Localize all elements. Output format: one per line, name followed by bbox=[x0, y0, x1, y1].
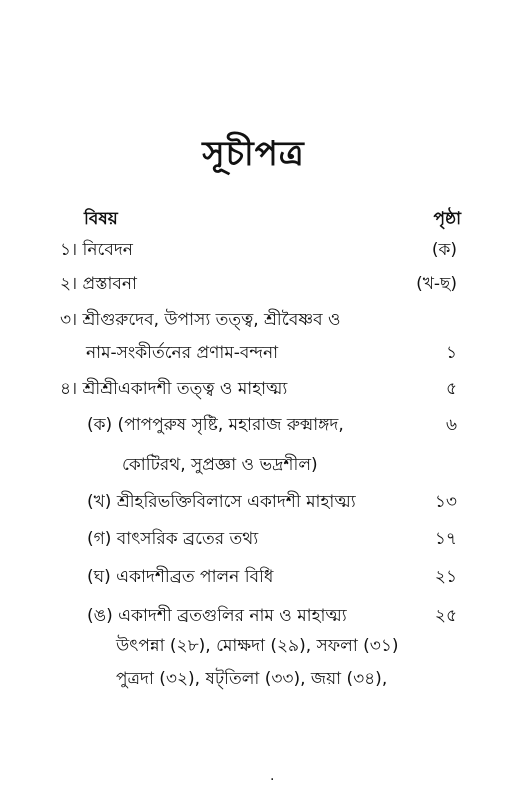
toc-subentry-text: (ঙ) একাদশী ব্রতগুলির নাম ও মাহাত্ম্য bbox=[87, 606, 347, 626]
column-header-subject: বিষয় bbox=[84, 209, 118, 229]
column-header-page: পৃষ্ঠা bbox=[433, 209, 461, 229]
toc-list-line: পুত্রদা (৩২), ষট্‌তিলা (৩৩), জয়া (৩৪), bbox=[116, 669, 388, 689]
toc-entry-page: ২১ bbox=[434, 567, 457, 587]
toc-entry-continuation: নাম-সংকীর্তনের প্রণাম-বন্দনা bbox=[86, 343, 279, 363]
toc-entry-page: ২৫ bbox=[434, 606, 457, 626]
scan-speck: · bbox=[270, 772, 275, 788]
toc-entry-page: ৫ bbox=[445, 379, 457, 399]
toc-entry-page: (ক) bbox=[431, 240, 457, 260]
toc-entry-text: ১। নিবেদন bbox=[60, 240, 133, 260]
toc-entry-continuation: কোটিরথ, সুপ্রজ্ঞা ও ভদ্রশীল) bbox=[122, 455, 318, 475]
toc-entry-page: ৬ bbox=[445, 415, 457, 435]
toc-subentry-text: (গ) বাৎসরিক ব্রতের তথ্য bbox=[87, 529, 259, 549]
toc-entry-page: ১ bbox=[445, 343, 457, 363]
toc-entry-text: ৩। শ্রীগুরুদেব, উপাস্য তত্ত্ব, শ্রীবৈষ্ণব ও bbox=[60, 310, 341, 330]
toc-entry-page: ১৭ bbox=[434, 529, 457, 549]
toc-entry-text: ৪। শ্রীশ্রীএকাদশী তত্ত্ব ও মাহাত্ম্য bbox=[60, 379, 288, 399]
toc-list-line: উৎপন্না (২৮), মোক্ষদা (২৯), সফলা (৩১) bbox=[116, 636, 399, 656]
page-title: সূচীপত্র bbox=[202, 134, 305, 174]
toc-subentry-text: (ঘ) একাদশীব্রত পালন বিধি bbox=[87, 567, 274, 587]
toc-subentry-text: (খ) শ্রীহরিভক্তিবিলাসে একাদশী মাহাত্ম্য bbox=[87, 492, 356, 512]
toc-entry-page: ১৩ bbox=[434, 492, 457, 512]
toc-subentry-text: (ক) (পাপপুরুষ সৃষ্টি, মহারাজ রুক্মাঙ্গদ, bbox=[87, 415, 344, 435]
toc-entry-text: ২। প্রস্তাবনা bbox=[60, 274, 137, 294]
toc-entry-page: (খ-ছ) bbox=[416, 274, 457, 294]
